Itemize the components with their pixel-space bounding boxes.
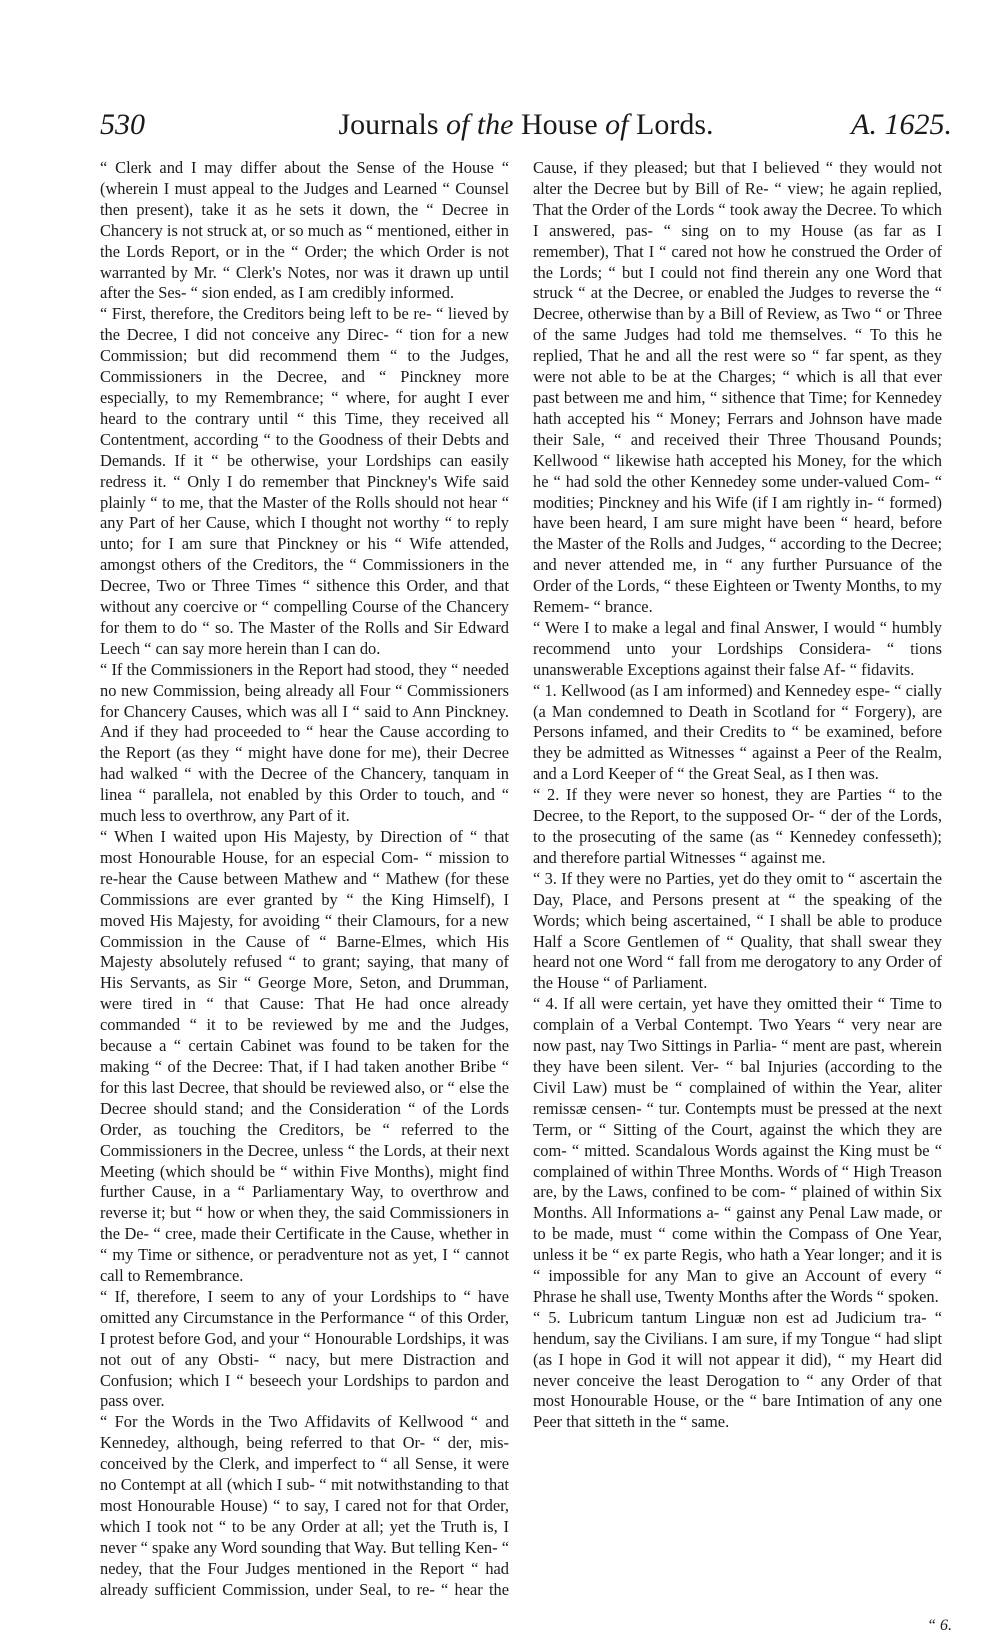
title-house: House — [521, 108, 598, 141]
paragraph-6: “ For the Words in the Two Affidavits of Kellwood “ and Kennedey, although, being referred to that Or- “ der, mis-conceived by the Clerk, and imperfect to “ all Sense, it were no Contempt at all (which I sub- “ mit notwithstanding to that most Honourable House) “ to say, I cared not for that Order, which I took not “ to be any Order at all; yet the Truth is, I never “ spake any Word sounding that Way. But telling Ken- “ nedey, that the Four Judges mentioned in the Report “ had already sufficient Commission, under Seal, to re- “ hear the Cause, if they pleased; but that I believed “ they would not alter the Decree but by Bill of Re- “ view; he again replied, That the Order of the Lords “ took away the Decree. To which I answered, pas- “ sing on to my House (as far as I remember), That I “ cared not how he construed the Order of the Lords; “ but I could not find therein any one Word that struck “ at the Decree, or enabled the Judges to reverse the “ Decree, otherwise than by a Bill of Review, as Two “ or Three of the same Judges had told me themselves. “ To this he replied, That he and all the rest were so “ far spent, as they were not able to be at the Charges; “ which is all that ever past between me and him, “ sithence that Time; for Kennedey hath accepted his “ Money; Ferrars and Johnson have made their Sale, “ and received their Three Thousand Pounds; Kellwood “ likewise hath accepted his Money, for the which he “ had sold the other Kennedey some under-valued Com- “ modities; Pinckney and his Wife (if I am rightly in- “ formed) have been heard, I am sure might have been “ heard, before the Master of the Rolls and Judges, “ according to the Decree; and never attended me, in “ any further Pursuance of the Order of the Lords, “ these Eighteen or Twenty Months, to my Remem- “ brance. — [100, 158, 942, 1599]
paragraph-1: “ Clerk and I may differ about the Sense of the House “ (wherein I must appeal to the Judges and Learned “ Counsel then present), take it as he sets it down, the “ Decree in Chancery is not struck at, or so much as “ mentioned, either in the Lords Report, or in the “ Order; the which Order is not warranted by Mr. “ Clerk's Notes, nor was it drawn up until after the Ses- “ sion ended, as I am credibly informed. — [100, 158, 509, 303]
page-number: 530 — [100, 108, 145, 141]
paragraph-12: “ 5. Lubricum tantum Linguæ non est ad Judicium tra- “ hendum, say the Civilians. I am sure, if my Tongue “ had slipt (as I hope in God it will not appear it did), “ my Heart did never conceive the least Derogation to “ any Order of that most Honourable House, or the “ bare Intimation of any one Peer that sitteth in the “ same. — [533, 1307, 942, 1432]
paragraph-2: “ First, therefore, the Creditors being left to be re- “ lieved by the Decree, I did not conceive any Direc- “ tion for a new Commission; but did recommend them “ to the Judges, Commissioners in the Decree, and “ Pinckney more especially, to my Remembrance; “ where, for aught I ever heard to the contrary until “ this Time, they received all Contentment, according “ to the Goodness of their Debts and Demands. If it “ be otherwise, your Lordships can easily redress it. “ Only I do remember that Pinckney's Wife said plainly “ to me, that the Master of the Rolls should not hear “ any Part of her Cause, which I thought not worthy “ to reply unto; for I am sure that Pinckney or his “ Wife attended, amongst others of the Creditors, the “ Commissioners in the Decree, Two or Three Times “ sithence this Order, and that without any coercive or “ compelling Course of the Chancery for them to do “ so. The Master of the Rolls and Sir Edward Leech “ can say more herein than I can do. — [100, 304, 509, 658]
title-the: the — [476, 108, 514, 141]
title-of-2: of — [605, 108, 629, 141]
paragraph-5: “ If, therefore, I seem to any of your Lordships to “ have omitted any Circumstance in the Performance “ of this Order, I protest before God, and your “ Honourable Lordships, it was not out of any Obsti- “ nacy, but mere Distraction and Confusion; which I “ beseech your Lordships to pardon and pass over. — [100, 1286, 509, 1411]
paragraph-4: “ When I waited upon His Majesty, by Direction of “ that most Honourable House, for an especial Com- “ mission to re-hear the Cause between Mathew and “ Mathew (for these Commissions are ever granted by “ the King Himself), I moved His Majesty, for avoiding “ their Clamours, for a new Commission in the Cause of “ Barne-Elmes, which His Majesty absolutely refused “ to grant; saying, that many of His Servants, as Sir “ George More, Seton, and Drumman, were tired in “ that Cause: That He had once already commanded “ it to be reviewed by me and the Judges, because a “ certain Cabinet was found to be taken for the making “ of the Decree: That, if I had taken another Bribe “ for this last Decree, that should be reviewed also, or “ else the Decree should stand; and the Consideration “ of the Lords Order, as touching the Creditors, be “ referred to the Commissioners in the Decree, unless “ the Lords, at their next Meeting (which should be “ within Five Months), might find further Cause, in a “ Parliamentary Way, to overthrow and reverse it; but “ how or when they, the said Commissioners in the De- “ cree, made their Certificate in the Cause, whether in “ my Time or sithence, or peradventure not as yet, I “ cannot call to Remembrance. — [100, 827, 509, 1286]
title-journals: Journals — [338, 108, 439, 141]
paragraph-7: “ Were I to make a legal and final Answer, I would “ humbly recommend unto your Lordships Considera- “ tions unanswerable Exceptions against their false Af- “ fidavits. — [533, 617, 942, 679]
title-of: of — [446, 108, 470, 141]
paragraph-3: “ If the Commissioners in the Report had stood, they “ needed no new Commission, being already all Four “ Commissioners for Chancery Causes, which was all I “ said to Ann Pinckney. And if they had proceeded to “ hear the Cause according to the Report (as they “ might have done for me), their Decree had walked “ with the Decree of the Chancery, tanquam in linea “ parallela, not enabled by this Order to touch, and “ much less to overthrow, any Part of it. — [100, 659, 509, 826]
title-lords: Lords. — [636, 108, 714, 141]
year-marker: A. 1625. — [851, 108, 952, 141]
paragraph-11: “ 4. If all were certain, yet have they omitted their “ Time to complain of a Verbal Contempt. Two Years “ very near are now past, nay Two Sittings in Parlia- “ ment are past, wherein they have been silent. Ver- “ bal Injuries (according to the Civil Law) must be “ complained of within the Year, aliter remissæ censen- “ tur. Contempts must be pressed at the next Term, or “ Sitting of the Court, against the which they are com- “ mitted. Scandalous Words against the King must be “ complained of within Three Months. Words of “ High Treason are, by the Laws, confined to be com- “ plained of within Six Months. All Informations a- “ gainst any Penal Law made, or to be made, must “ come within the Compass of One Year, unless it be “ ex parte Regis, who hath a Year longer; and it is “ impossible for any Man to give an Account of every “ Phrase he shall use, Twenty Months after the Words “ spoken. — [533, 994, 942, 1306]
two-column-text — [100, 158, 942, 1618]
paragraph-8: “ 1. Kellwood (as I am informed) and Kennedey espe- “ cially (a Man condemned to Death in Scotland for “ Forgery), are Persons infamed, and their Credits to “ be examined, before they be admitted as Witnesses “ against a Peer of the Realm, and a Lord Keeper of “ the Great Seal, as I then was. — [533, 680, 942, 784]
paragraph-10: “ 3. If they were no Parties, yet do they omit to “ ascertain the Day, Place, and Persons present at “ the speaking of the Words; which being ascertained, “ I shall be able to produce Half a Score Gentlemen of “ Quality, that shall swear they heard not one Word “ fall from me derogatory to any Order of the House “ of Parliament. — [533, 868, 942, 993]
paragraph-9: “ 2. If they were never so honest, they are Parties “ to the Decree, to the Report, to the supposed Or- “ der of the Lords, to the prosecuting of the same (as “ Kennedey confesseth); and therefore partial Witnesses “ against me. — [533, 785, 942, 867]
page-header — [100, 108, 952, 152]
catchword: “ 6. — [927, 1617, 952, 1634]
running-title — [100, 108, 952, 142]
